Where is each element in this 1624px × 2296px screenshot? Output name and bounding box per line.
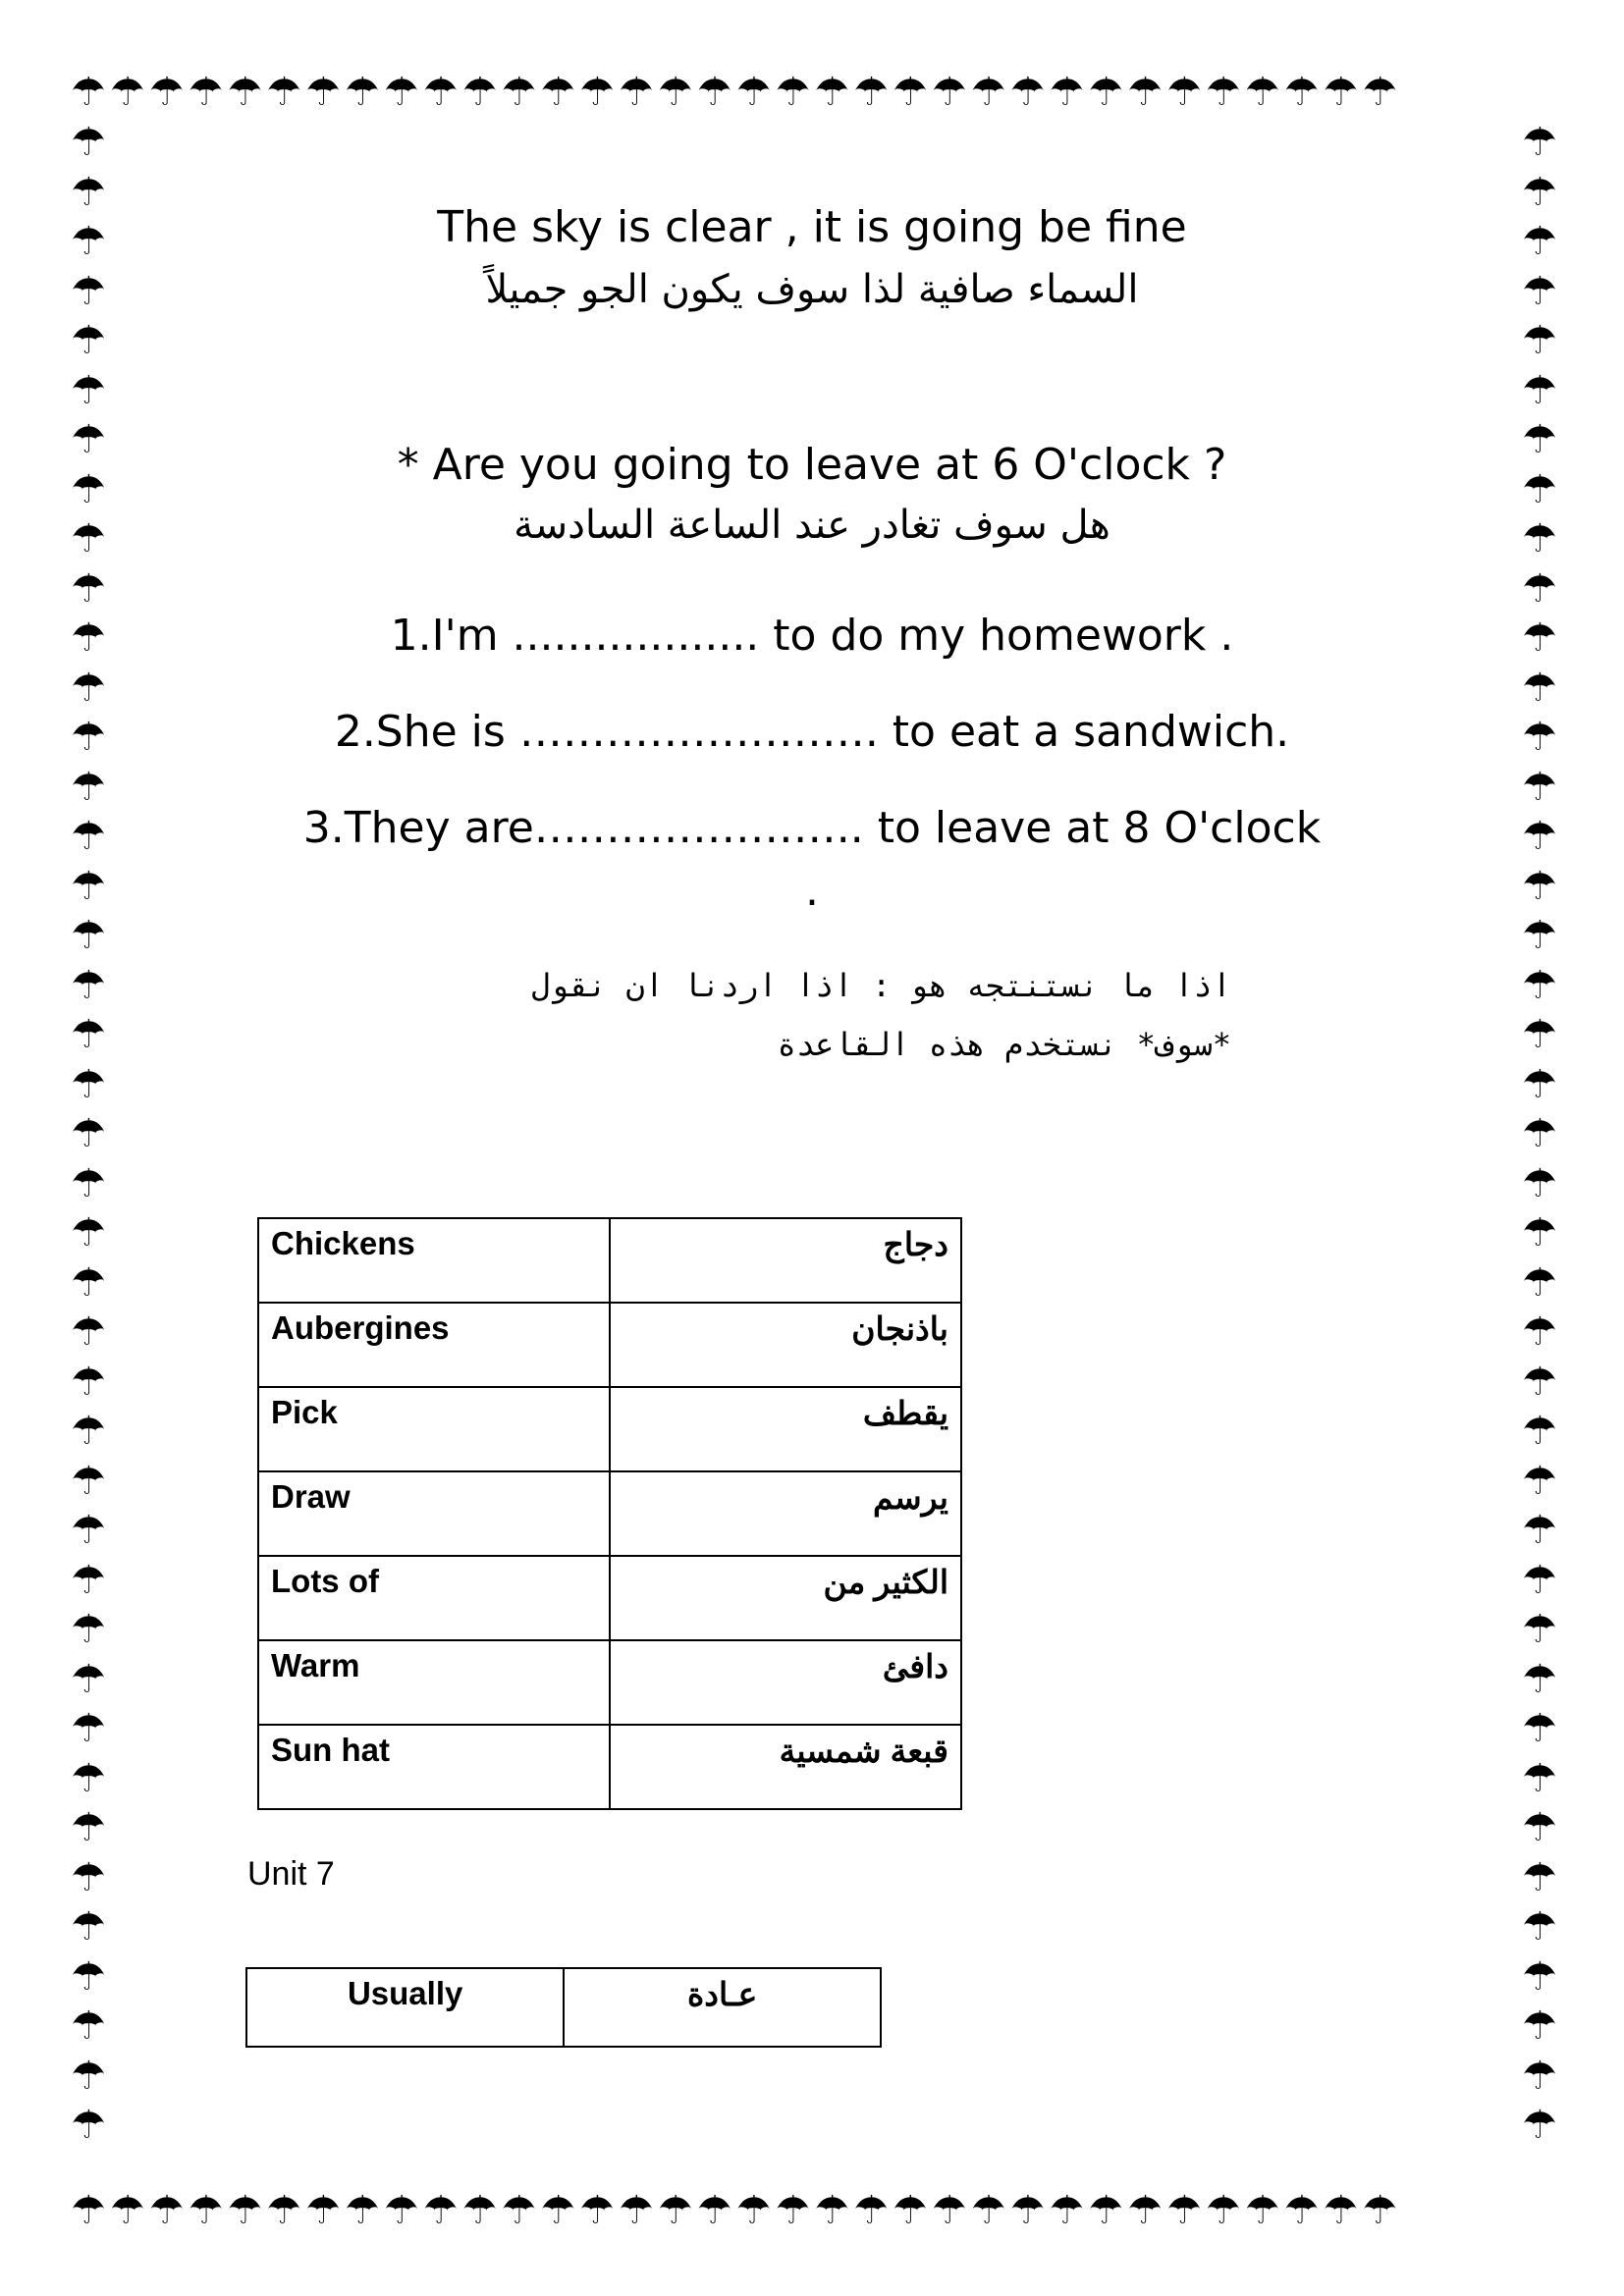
umbrella-icon: ☂ [1522,219,1557,264]
umbrella-icon: ☂ [461,2188,502,2233]
umbrella-icon: ☂ [1522,1160,1557,1206]
umbrella-icon: ☂ [71,1656,106,1702]
umbrella-icon: ☂ [1283,70,1324,115]
umbrella-icon: ☂ [71,367,106,413]
umbrella-icon: ☂ [1522,1259,1557,1306]
umbrella-icon: ☂ [1522,1854,1557,1900]
umbrella-icon: ☂ [188,2188,228,2233]
exercise-1: 1.I'm .................. to do my homework . [390,611,1234,661]
word-arabic: قبعة شمسية [610,1725,961,1809]
umbrella-icon: ☂ [1362,2188,1402,2233]
umbrella-icon: ☂ [71,1359,106,1405]
umbrella-icon: ☂ [71,1854,106,1900]
exercise-3: 3.They are………………….. to leave at 8 O'clock [302,803,1322,853]
umbrella-icon: ☂ [1362,70,1402,115]
umbrella-icon: ☂ [227,2188,267,2233]
umbrella-icon: ☂ [1522,1061,1557,1107]
umbrella-icon: ☂ [814,70,854,115]
umbrella-icon: ☂ [1522,962,1557,1008]
umbrella-icon: ☂ [1522,615,1557,661]
umbrella-icon: ☂ [383,70,423,115]
umbrella-icon: ☂ [71,1607,106,1652]
umbrella-icon: ☂ [345,70,384,115]
table-row [258,1556,961,1640]
umbrella-icon: ☂ [1522,1458,1557,1504]
umbrella-icon: ☂ [71,715,106,760]
umbrella-icon: ☂ [383,2188,423,2233]
umbrella-icon: ☂ [266,70,306,115]
umbrella-icon: ☂ [1522,1904,1557,1949]
umbrella-icon: ☂ [657,70,697,115]
umbrella-icon: ☂ [814,2188,854,2233]
word-arabic: دافئ [610,1640,961,1725]
umbrella-icon: ☂ [71,2003,106,2049]
umbrella-icon: ☂ [1166,2188,1206,2233]
umbrella-icon: ☂ [1009,70,1050,115]
umbrella-icon: ☂ [696,70,736,115]
umbrella-icon: ☂ [305,70,346,115]
umbrella-icon: ☂ [540,2188,580,2233]
umbrella-icon: ☂ [71,1706,106,1751]
umbrella-icon: ☂ [227,70,267,115]
umbrella-icon: ☂ [71,565,106,612]
umbrella-icon: ☂ [619,2188,658,2233]
table-row [258,1303,961,1387]
umbrella-icon: ☂ [1522,1111,1557,1156]
umbrella-icon: ☂ [1522,814,1557,859]
umbrella-icon: ☂ [266,2188,306,2233]
word-arabic: الكثير من [610,1556,961,1640]
umbrella-icon: ☂ [1522,1805,1557,1850]
umbrella-icon: ☂ [1522,1953,1557,2000]
umbrella-icon: ☂ [305,2188,346,2233]
rule-line-1: اذا ما نستنتجه هو : اذا اردنا ان نقول [531,967,1231,1004]
umbrella-border-bottom [71,2187,1553,2234]
umbrella-icon: ☂ [148,70,189,115]
umbrella-icon: ☂ [71,318,106,363]
umbrella-icon: ☂ [696,2188,736,2233]
umbrella-icon: ☂ [71,1953,106,2000]
umbrella-icon: ☂ [1244,2188,1284,2233]
umbrella-icon: ☂ [71,863,106,909]
umbrella-icon: ☂ [71,1012,106,1057]
table-row [246,1968,881,2047]
umbrella-icon: ☂ [853,2188,893,2233]
umbrella-icon: ☂ [109,2188,149,2233]
umbrella-icon: ☂ [71,1755,106,1801]
umbrella-icon: ☂ [71,2053,106,2099]
sentence-1-arabic: السماء صافية لذا سوف يكون الجو جميلاً [485,267,1139,312]
umbrella-icon: ☂ [1088,2188,1128,2233]
table-row [258,1218,961,1303]
umbrella-icon: ☂ [579,2188,620,2233]
umbrella-icon: ☂ [893,70,932,115]
umbrella-icon: ☂ [1522,1656,1557,1702]
umbrella-icon: ☂ [1522,1557,1557,1603]
umbrella-icon: ☂ [775,70,815,115]
umbrella-icon: ☂ [71,615,106,661]
umbrella-icon: ☂ [1522,120,1557,165]
sentence-2-english: * Are you going to leave at 6 O'clock ? [397,440,1227,490]
sentence-1-english: The sky is clear , it is going be fine [437,202,1187,252]
umbrella-icon: ☂ [71,962,106,1008]
umbrella-icon: ☂ [422,70,462,115]
table-row [258,1471,961,1556]
umbrella-icon: ☂ [1522,1508,1557,1553]
umbrella-icon: ☂ [1522,169,1557,215]
umbrella-icon: ☂ [71,814,106,859]
umbrella-border-right [1516,118,1563,2179]
umbrella-icon: ☂ [775,2188,815,2233]
umbrella-icon: ☂ [1522,1309,1557,1355]
word-english: Pick [258,1387,610,1471]
umbrella-icon: ☂ [71,665,106,711]
sentence-2-arabic: هل سوف تغادر عند الساعة السادسة [514,503,1110,548]
table-row [258,1640,961,1725]
umbrella-icon: ☂ [1323,70,1363,115]
word-english: Chickens [258,1218,610,1303]
table-row [258,1725,961,1809]
umbrella-icon: ☂ [1522,1012,1557,1057]
word-english: Lots of [258,1556,610,1640]
umbrella-icon: ☂ [1127,2188,1167,2233]
word-arabic: باذنجان [610,1303,961,1387]
vocabulary-table [257,1217,962,1810]
umbrella-icon: ☂ [1522,764,1557,810]
umbrella-icon: ☂ [1522,466,1557,512]
umbrella-icon: ☂ [71,466,106,512]
umbrella-icon: ☂ [71,2103,106,2148]
exercise-3-dot: . [805,866,819,916]
umbrella-icon: ☂ [735,2188,776,2233]
umbrella-icon: ☂ [970,2188,1010,2233]
umbrella-icon: ☂ [71,1904,106,1949]
umbrella-icon: ☂ [1522,1359,1557,1405]
umbrella-icon: ☂ [71,1259,106,1306]
word-english: Sun hat [258,1725,610,1809]
umbrella-icon: ☂ [71,1309,106,1355]
umbrella-icon: ☂ [1522,417,1557,462]
word-arabic: يقطف [610,1387,961,1471]
umbrella-icon: ☂ [1244,70,1284,115]
umbrella-icon: ☂ [1088,70,1128,115]
unit-label: Unit 7 [247,1855,335,1893]
umbrella-icon: ☂ [619,70,658,115]
umbrella-icon: ☂ [1009,2188,1050,2233]
umbrella-icon: ☂ [579,70,620,115]
word-arabic: عـادة [564,1968,881,2047]
umbrella-icon: ☂ [345,2188,384,2233]
umbrella-icon: ☂ [71,1557,106,1603]
umbrella-icon: ☂ [71,764,106,810]
umbrella-icon: ☂ [71,1458,106,1504]
umbrella-icon: ☂ [1522,318,1557,363]
umbrella-icon: ☂ [1522,565,1557,612]
umbrella-icon: ☂ [148,2188,189,2233]
umbrella-icon: ☂ [71,1508,106,1553]
umbrella-icon: ☂ [501,70,541,115]
umbrella-icon: ☂ [71,1061,106,1107]
umbrella-icon: ☂ [188,70,228,115]
word-english: Warm [258,1640,610,1725]
word-english: Usually [246,1968,564,2047]
umbrella-icon: ☂ [1522,2053,1557,2099]
umbrella-icon: ☂ [735,70,776,115]
table-row [258,1387,961,1471]
umbrella-icon: ☂ [657,2188,697,2233]
umbrella-icon: ☂ [109,70,149,115]
umbrella-icon: ☂ [71,1111,106,1156]
umbrella-icon: ☂ [71,1210,106,1255]
unit-vocabulary-table [245,1967,882,2048]
umbrella-icon: ☂ [540,70,580,115]
umbrella-icon: ☂ [931,70,971,115]
umbrella-icon: ☂ [71,913,106,958]
word-arabic: يرسم [610,1471,961,1556]
umbrella-icon: ☂ [461,70,502,115]
umbrella-icon: ☂ [1522,268,1557,314]
word-english: Draw [258,1471,610,1556]
umbrella-icon: ☂ [1283,2188,1324,2233]
umbrella-icon: ☂ [853,70,893,115]
umbrella-icon: ☂ [1522,1706,1557,1751]
umbrella-icon: ☂ [893,2188,932,2233]
umbrella-icon: ☂ [71,219,106,264]
umbrella-icon: ☂ [1205,2188,1245,2233]
umbrella-icon: ☂ [71,120,106,165]
umbrella-icon: ☂ [970,70,1010,115]
umbrella-icon: ☂ [71,169,106,215]
rule-line-2: *سوف* نستخدم هذه القاعدة [777,1026,1231,1063]
exercise-2: 2.She is ……………………. to eat a sandwich. [334,707,1290,757]
umbrella-icon: ☂ [1522,367,1557,413]
umbrella-icon: ☂ [1522,715,1557,760]
umbrella-icon: ☂ [71,268,106,314]
umbrella-icon: ☂ [1522,665,1557,711]
umbrella-icon: ☂ [1522,2003,1557,2049]
umbrella-icon: ☂ [1522,863,1557,909]
umbrella-icon: ☂ [501,2188,541,2233]
umbrella-border-left [65,118,112,2179]
umbrella-icon: ☂ [71,1409,106,1454]
umbrella-icon: ☂ [71,1805,106,1850]
umbrella-icon: ☂ [71,2188,110,2233]
umbrella-border-top [71,69,1553,116]
umbrella-icon: ☂ [422,2188,462,2233]
umbrella-icon: ☂ [1049,2188,1089,2233]
umbrella-icon: ☂ [1205,70,1245,115]
umbrella-icon: ☂ [71,70,110,115]
umbrella-icon: ☂ [931,2188,971,2233]
word-english: Aubergines [258,1303,610,1387]
umbrella-icon: ☂ [71,417,106,462]
umbrella-icon: ☂ [1127,70,1167,115]
umbrella-icon: ☂ [1049,70,1089,115]
umbrella-icon: ☂ [1522,516,1557,561]
umbrella-icon: ☂ [1522,1409,1557,1454]
umbrella-icon: ☂ [71,516,106,561]
umbrella-icon: ☂ [1522,1755,1557,1801]
umbrella-icon: ☂ [1166,70,1206,115]
umbrella-icon: ☂ [1522,1607,1557,1652]
umbrella-icon: ☂ [1522,1210,1557,1255]
umbrella-icon: ☂ [71,1160,106,1206]
umbrella-icon: ☂ [1323,2188,1363,2233]
umbrella-icon: ☂ [1522,913,1557,958]
word-arabic: دجاج [610,1218,961,1303]
umbrella-icon: ☂ [1522,2103,1557,2148]
